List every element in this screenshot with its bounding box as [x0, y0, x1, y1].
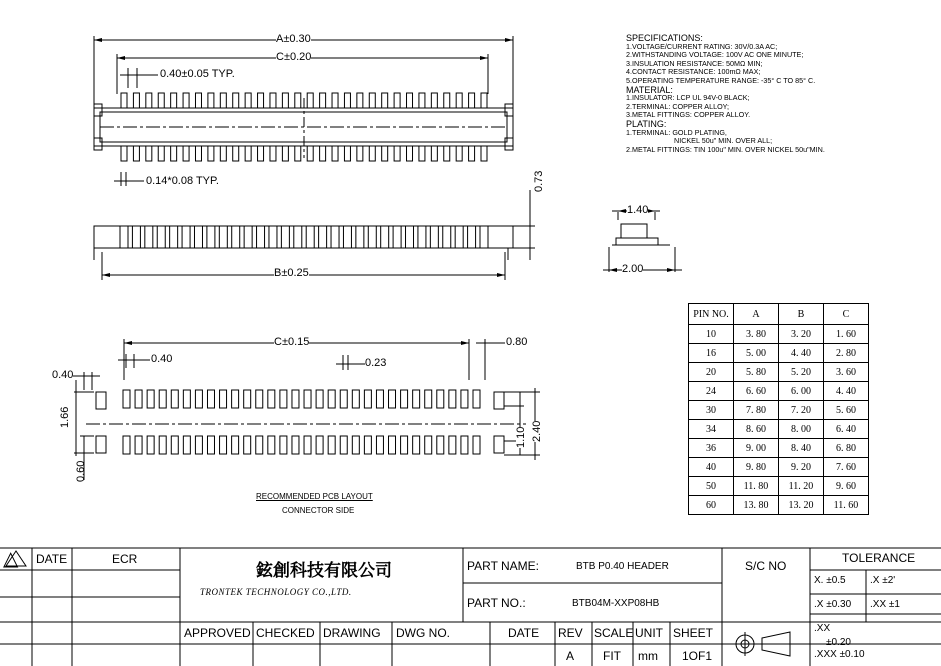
pin-table-cell: 13. 80 — [734, 496, 779, 515]
plating-line-1: 1.TERMINAL: GOLD PLATING, — [626, 127, 727, 137]
pcb-pad — [183, 436, 190, 454]
connector-pin — [431, 93, 437, 108]
pin-table-cell: 10 — [689, 325, 734, 344]
tol-xx2-val: ±0.20 — [826, 637, 851, 648]
connector-pin — [456, 146, 462, 161]
pcb-pad — [195, 436, 202, 454]
pin-table-row — [689, 458, 869, 477]
spec-heading: SPECIFICATIONS: — [626, 33, 703, 43]
pin-table-cell: B — [779, 304, 824, 325]
pin-table-cell: 6. 60 — [734, 382, 779, 401]
connector-pin — [158, 93, 164, 108]
connector-pin — [431, 146, 437, 161]
pin-table-cell: 5. 00 — [734, 344, 779, 363]
pcb-pad — [159, 436, 166, 454]
end-dim-bottom: 2.00 — [622, 263, 644, 275]
sheet-value: 1OF1 — [682, 649, 713, 663]
pin-table-cell: 8. 40 — [779, 439, 824, 458]
pcb-dim-040: 0.40 — [151, 353, 173, 365]
pin-table-cell: 2. 80 — [824, 344, 869, 363]
pin-table-cell: 13. 20 — [779, 496, 824, 515]
pcb-pad — [449, 390, 456, 408]
side-pin — [468, 226, 476, 248]
pcb-pad — [461, 390, 468, 408]
side-pin — [418, 226, 426, 248]
tolerance-heading: TOLERANCE — [842, 551, 916, 565]
pin-table-cell: 9. 20 — [779, 458, 824, 477]
pin-table-row — [689, 382, 869, 401]
pin-table-row — [689, 420, 869, 439]
pcb-pad — [473, 390, 480, 408]
connector-pin — [183, 146, 189, 161]
pin-table-row — [689, 344, 869, 363]
pin-table-header — [689, 304, 869, 325]
pin-table-cell: 34 — [689, 420, 734, 439]
dwg-no-label: DWG NO. — [396, 626, 450, 640]
connector-pin — [270, 146, 276, 161]
pin-table-row — [689, 325, 869, 344]
pcb-pad — [135, 390, 142, 408]
side-pin — [368, 226, 376, 248]
pin-table-row — [689, 401, 869, 420]
pcb-pad — [171, 390, 178, 408]
pcb-pad — [316, 390, 323, 408]
rev-label: REV — [558, 626, 583, 640]
connector-pin — [456, 93, 462, 108]
side-pin — [281, 226, 289, 248]
pcb-pad — [292, 390, 299, 408]
connector-pin — [369, 93, 375, 108]
pin-table-cell: 30 — [689, 401, 734, 420]
connector-pin — [282, 146, 288, 161]
pcb-pad — [232, 436, 239, 454]
pcb-pad — [401, 390, 408, 408]
pcb-pad — [220, 390, 227, 408]
connector-pin — [369, 146, 375, 161]
side-pin — [157, 226, 165, 248]
pcb-pad — [364, 436, 371, 454]
pin-table-cell: 7. 20 — [779, 401, 824, 420]
pin-table-cell: 6. 40 — [824, 420, 869, 439]
connector-pin — [444, 146, 450, 161]
pin-table-cell: 11. 60 — [824, 496, 869, 515]
pin-table-cell: C — [824, 304, 869, 325]
connector-pin — [208, 93, 214, 108]
side-pin — [145, 226, 153, 248]
dim-c-label: C±0.20 — [276, 51, 312, 63]
pin-table-cell: 4. 40 — [824, 382, 869, 401]
pin-table-cell: 9. 00 — [734, 439, 779, 458]
pin-table-cell: 50 — [689, 477, 734, 496]
connector-pin — [233, 93, 239, 108]
unit-value: mm — [638, 649, 658, 663]
part-name: BTB P0.40 HEADER — [576, 561, 669, 572]
spec-line-2: 2.WITHSTANDING VOLTAGE: 100V AC ONE MINUTE; — [626, 50, 804, 60]
pcb-pad — [147, 436, 154, 454]
side-pin — [182, 226, 190, 248]
rev-symbol: △ — [3, 548, 19, 570]
connector-pin — [295, 93, 301, 108]
connector-pin — [245, 93, 251, 108]
connector-pin — [394, 146, 400, 161]
side-pin — [455, 226, 463, 248]
pcb-pad — [425, 436, 432, 454]
connector-pin — [158, 146, 164, 161]
connector-pin — [171, 93, 177, 108]
pcb-pad — [268, 390, 275, 408]
pin-table-cell: 11. 20 — [779, 477, 824, 496]
pcb-pad — [159, 390, 166, 408]
side-pin — [244, 226, 252, 248]
material-line-1: 1.INSULATOR: LCP UL 94V-0 BLACK; — [626, 93, 750, 103]
side-pin — [443, 226, 451, 248]
side-pin — [331, 226, 339, 248]
side-pin — [120, 226, 128, 248]
connector-pin — [344, 146, 350, 161]
connector-pin — [332, 93, 338, 108]
connector-pin — [407, 93, 413, 108]
pcb-pad — [364, 390, 371, 408]
side-pin — [381, 226, 389, 248]
connector-pin — [121, 146, 127, 161]
side-pin — [306, 226, 314, 248]
pin-table — [688, 303, 869, 515]
connector-pin — [481, 93, 487, 108]
part-name-label: PART NAME: — [467, 559, 540, 573]
pcb-pad — [340, 436, 347, 454]
tb-ecr: ECR — [112, 552, 138, 566]
part-no: BTB04M-XXP08HB — [572, 598, 660, 609]
connector-pin — [307, 93, 313, 108]
checked-label: CHECKED — [256, 626, 315, 640]
pcb-pad — [413, 390, 420, 408]
pcb-pad — [256, 390, 263, 408]
side-pin — [319, 226, 327, 248]
pin-table-cell: 20 — [689, 363, 734, 382]
sc-no: S/C NO — [745, 559, 787, 573]
side-pin — [170, 226, 178, 248]
pcb-pad — [473, 436, 480, 454]
pcb-pad — [328, 436, 335, 454]
pin-table-cell: 16 — [689, 344, 734, 363]
connector-pin — [469, 93, 475, 108]
pcb-pad — [220, 436, 227, 454]
pcb-pad — [401, 436, 408, 454]
pin-table-cell: 7. 80 — [734, 401, 779, 420]
pin-table-cell: 5. 60 — [824, 401, 869, 420]
pin-table-cell: 36 — [689, 439, 734, 458]
pcb-pad — [352, 390, 359, 408]
pcb-pad — [207, 436, 214, 454]
connector-pin — [357, 146, 363, 161]
tol-x-deg: .X ±2' — [870, 575, 896, 586]
connector-pin — [258, 146, 264, 161]
pcb-pad — [292, 436, 299, 454]
end-dim-top: 1.40 — [627, 204, 649, 216]
date-label: DATE — [508, 626, 540, 640]
tol-xxx: .XXX ±0.10 — [814, 649, 865, 660]
pcb-dim-c: C±0.15 — [274, 336, 310, 348]
connector-pin — [344, 93, 350, 108]
pcb-pad — [437, 436, 444, 454]
connector-pin — [320, 93, 326, 108]
pitch-label: 0.40±0.05 TYP. — [160, 68, 235, 80]
pin-table-cell: 5. 20 — [779, 363, 824, 382]
connector-pin — [258, 93, 264, 108]
pin-table-cell: 11. 80 — [734, 477, 779, 496]
plating-line-2: NICKEL 50u" MIN. OVER ALL; — [674, 136, 773, 146]
pin-table-cell: 1. 60 — [824, 325, 869, 344]
dim-b-label: B±0.25 — [274, 267, 309, 279]
side-pin — [406, 226, 414, 248]
pcb-pad — [135, 436, 142, 454]
connector-pin — [220, 93, 226, 108]
connector-pin — [357, 93, 363, 108]
connector-pin — [133, 146, 139, 161]
pcb-pad — [461, 436, 468, 454]
material-heading: MATERIAL: — [626, 84, 673, 95]
pcb-pad — [256, 436, 263, 454]
scale-label: SCALE — [594, 626, 634, 640]
side-pin — [480, 226, 488, 248]
side-pin — [393, 226, 401, 248]
pcb-pad — [147, 390, 154, 408]
pin-table-cell: 24 — [689, 382, 734, 401]
pcb-pad — [195, 390, 202, 408]
connector-pin — [183, 93, 189, 108]
side-pin — [194, 226, 202, 248]
unit-label: UNIT — [635, 626, 663, 640]
pcb-pad — [389, 436, 396, 454]
pcb-pad — [340, 390, 347, 408]
side-view — [94, 190, 535, 280]
pcb-pad — [389, 390, 396, 408]
pcb-pad — [376, 436, 383, 454]
height-label: 0.73 — [533, 170, 545, 192]
pcb-pad — [376, 390, 383, 408]
pin-table-cell: 6. 80 — [824, 439, 869, 458]
side-pin — [257, 226, 265, 248]
pcb-caption: RECOMMENDED PCB LAYOUT — [256, 492, 373, 501]
pcb-pad — [244, 436, 251, 454]
side-pin — [232, 226, 240, 248]
pcb-pad — [425, 390, 432, 408]
connector-pin — [332, 146, 338, 161]
connector-pin — [195, 93, 201, 108]
pcb-pad — [207, 390, 214, 408]
pcb-pad — [328, 390, 335, 408]
pcb-dim-166: 1.66 — [59, 406, 71, 428]
pin-table-cell: 7. 60 — [824, 458, 869, 477]
pcb-dim-240: 2.40 — [531, 420, 543, 442]
pin-table-row — [689, 477, 869, 496]
pin-table-cell: 9. 80 — [734, 458, 779, 477]
side-pin — [219, 226, 227, 248]
pcb-pad — [183, 390, 190, 408]
connector-pin — [469, 146, 475, 161]
side-pin — [269, 226, 277, 248]
pcb-pad — [304, 436, 311, 454]
connector-pin — [481, 146, 487, 161]
tol-x: X. ±0.5 — [814, 575, 846, 586]
pcb-pad — [352, 436, 359, 454]
pcb-dim-080: 0.80 — [506, 336, 528, 348]
drawing-label: DRAWING — [323, 626, 381, 640]
pcb-dim-040-left: 0.40 — [52, 369, 74, 381]
pcb-pad — [123, 390, 130, 408]
pin-table-cell: 8. 60 — [734, 420, 779, 439]
dim-a-label: A±0.30 — [276, 33, 311, 45]
pcb-pad — [316, 436, 323, 454]
connector-pin — [444, 93, 450, 108]
tol-xx: .XX ±1 — [870, 599, 900, 610]
connector-pin — [282, 93, 288, 108]
connector-pin — [295, 146, 301, 161]
pcb-pad — [244, 390, 251, 408]
connector-pin — [171, 146, 177, 161]
plating-line-3: 2.METAL FITTINGS: TIN 100u" MIN. OVER NICKEL 50u"MIN. — [626, 144, 825, 154]
side-pin — [207, 226, 215, 248]
pcb-pad — [123, 436, 130, 454]
company-en: TRONTEK TECHNOLOGY CO.,LTD. — [200, 587, 352, 597]
connector-pin — [121, 93, 127, 108]
pcb-pad — [304, 390, 311, 408]
connector-pin — [270, 93, 276, 108]
pcb-dim-060: 0.60 — [75, 460, 87, 482]
connector-pin — [407, 146, 413, 161]
material-line-3: 3.METAL FITTINGS: COPPER ALLOY. — [626, 110, 751, 120]
connector-pin — [394, 93, 400, 108]
connector-pin — [208, 146, 214, 161]
connector-pin — [245, 146, 251, 161]
connector-pin — [146, 93, 152, 108]
connector-pin — [220, 146, 226, 161]
company-cn: 鉉創科技有限公司 — [256, 561, 392, 581]
connector-pin — [419, 93, 425, 108]
pin-table-row — [689, 363, 869, 382]
side-pin — [343, 226, 351, 248]
pin-table-row — [689, 496, 869, 515]
side-pin — [430, 226, 438, 248]
spec-line-1: 1.VOLTAGE/CURRENT RATING: 30V/0.3A AC; — [626, 41, 778, 51]
pcb-pad — [268, 436, 275, 454]
connector-pin — [307, 146, 313, 161]
pcb-pad — [437, 390, 444, 408]
scale-value: FIT — [603, 649, 621, 663]
pin-table-cell: A — [734, 304, 779, 325]
pcb-caption-sub: CONNECTOR SIDE — [282, 506, 355, 515]
pin-table-cell: 9. 60 — [824, 477, 869, 496]
spec-line-3: 3.INSULATION RESISTANCE: 50MΩ MIN; — [626, 58, 763, 68]
pcb-pad — [449, 436, 456, 454]
connector-pin — [320, 146, 326, 161]
tb-date: DATE — [36, 552, 68, 566]
pin-table-cell: 3. 80 — [734, 325, 779, 344]
plating-heading: PLATING: — [626, 118, 667, 129]
pin-table-cell: 3. 60 — [824, 363, 869, 382]
pcb-dim-110: 1.10 — [515, 426, 527, 448]
pin-table-cell: 60 — [689, 496, 734, 515]
connector-pin — [382, 93, 388, 108]
rev-value: A — [566, 649, 575, 663]
connector-pin — [419, 146, 425, 161]
tol-xx2: .XX — [814, 623, 831, 634]
pin-table-cell: 6. 00 — [779, 382, 824, 401]
pin-table-row — [689, 439, 869, 458]
pcb-pad — [413, 436, 420, 454]
connector-pin — [133, 93, 139, 108]
pcb-pad — [171, 436, 178, 454]
pcb-layout — [58, 336, 540, 480]
connector-pin — [146, 146, 152, 161]
pin-table-cell: 8. 00 — [779, 420, 824, 439]
connector-pin — [195, 146, 201, 161]
pin-table-cell: 4. 40 — [779, 344, 824, 363]
pcb-pad — [232, 390, 239, 408]
material-line-2: 2.TERMINAL: COPPER ALLOY; — [626, 101, 729, 111]
sheet-label: SHEET — [673, 626, 714, 640]
side-pin — [294, 226, 302, 248]
connector-pin — [382, 146, 388, 161]
spec-line-5: 5.OPERATING TEMPERATURE RANGE: -35° C TO 85° C. — [626, 75, 816, 85]
specifications — [626, 34, 825, 154]
approved-label: APPROVED — [184, 626, 251, 640]
side-pin — [356, 226, 364, 248]
side-pin — [132, 226, 140, 248]
pin-table-cell: 5. 80 — [734, 363, 779, 382]
pcb-pad — [280, 390, 287, 408]
tol-x1: .X ±0.30 — [814, 599, 852, 610]
pcb-pad — [280, 436, 287, 454]
pcb-dim-023: 0.23 — [365, 357, 387, 369]
pin-size-label: 0.14*0.08 TYP. — [146, 175, 219, 187]
spec-line-4: 4.CONTACT RESISTANCE: 100mΩ MAX; — [626, 67, 761, 77]
part-no-label: PART NO.: — [467, 596, 526, 610]
connector-pin — [233, 146, 239, 161]
pin-table-cell: 40 — [689, 458, 734, 477]
pin-table-cell: PIN NO. — [689, 304, 734, 325]
pin-table-cell: 3. 20 — [779, 325, 824, 344]
